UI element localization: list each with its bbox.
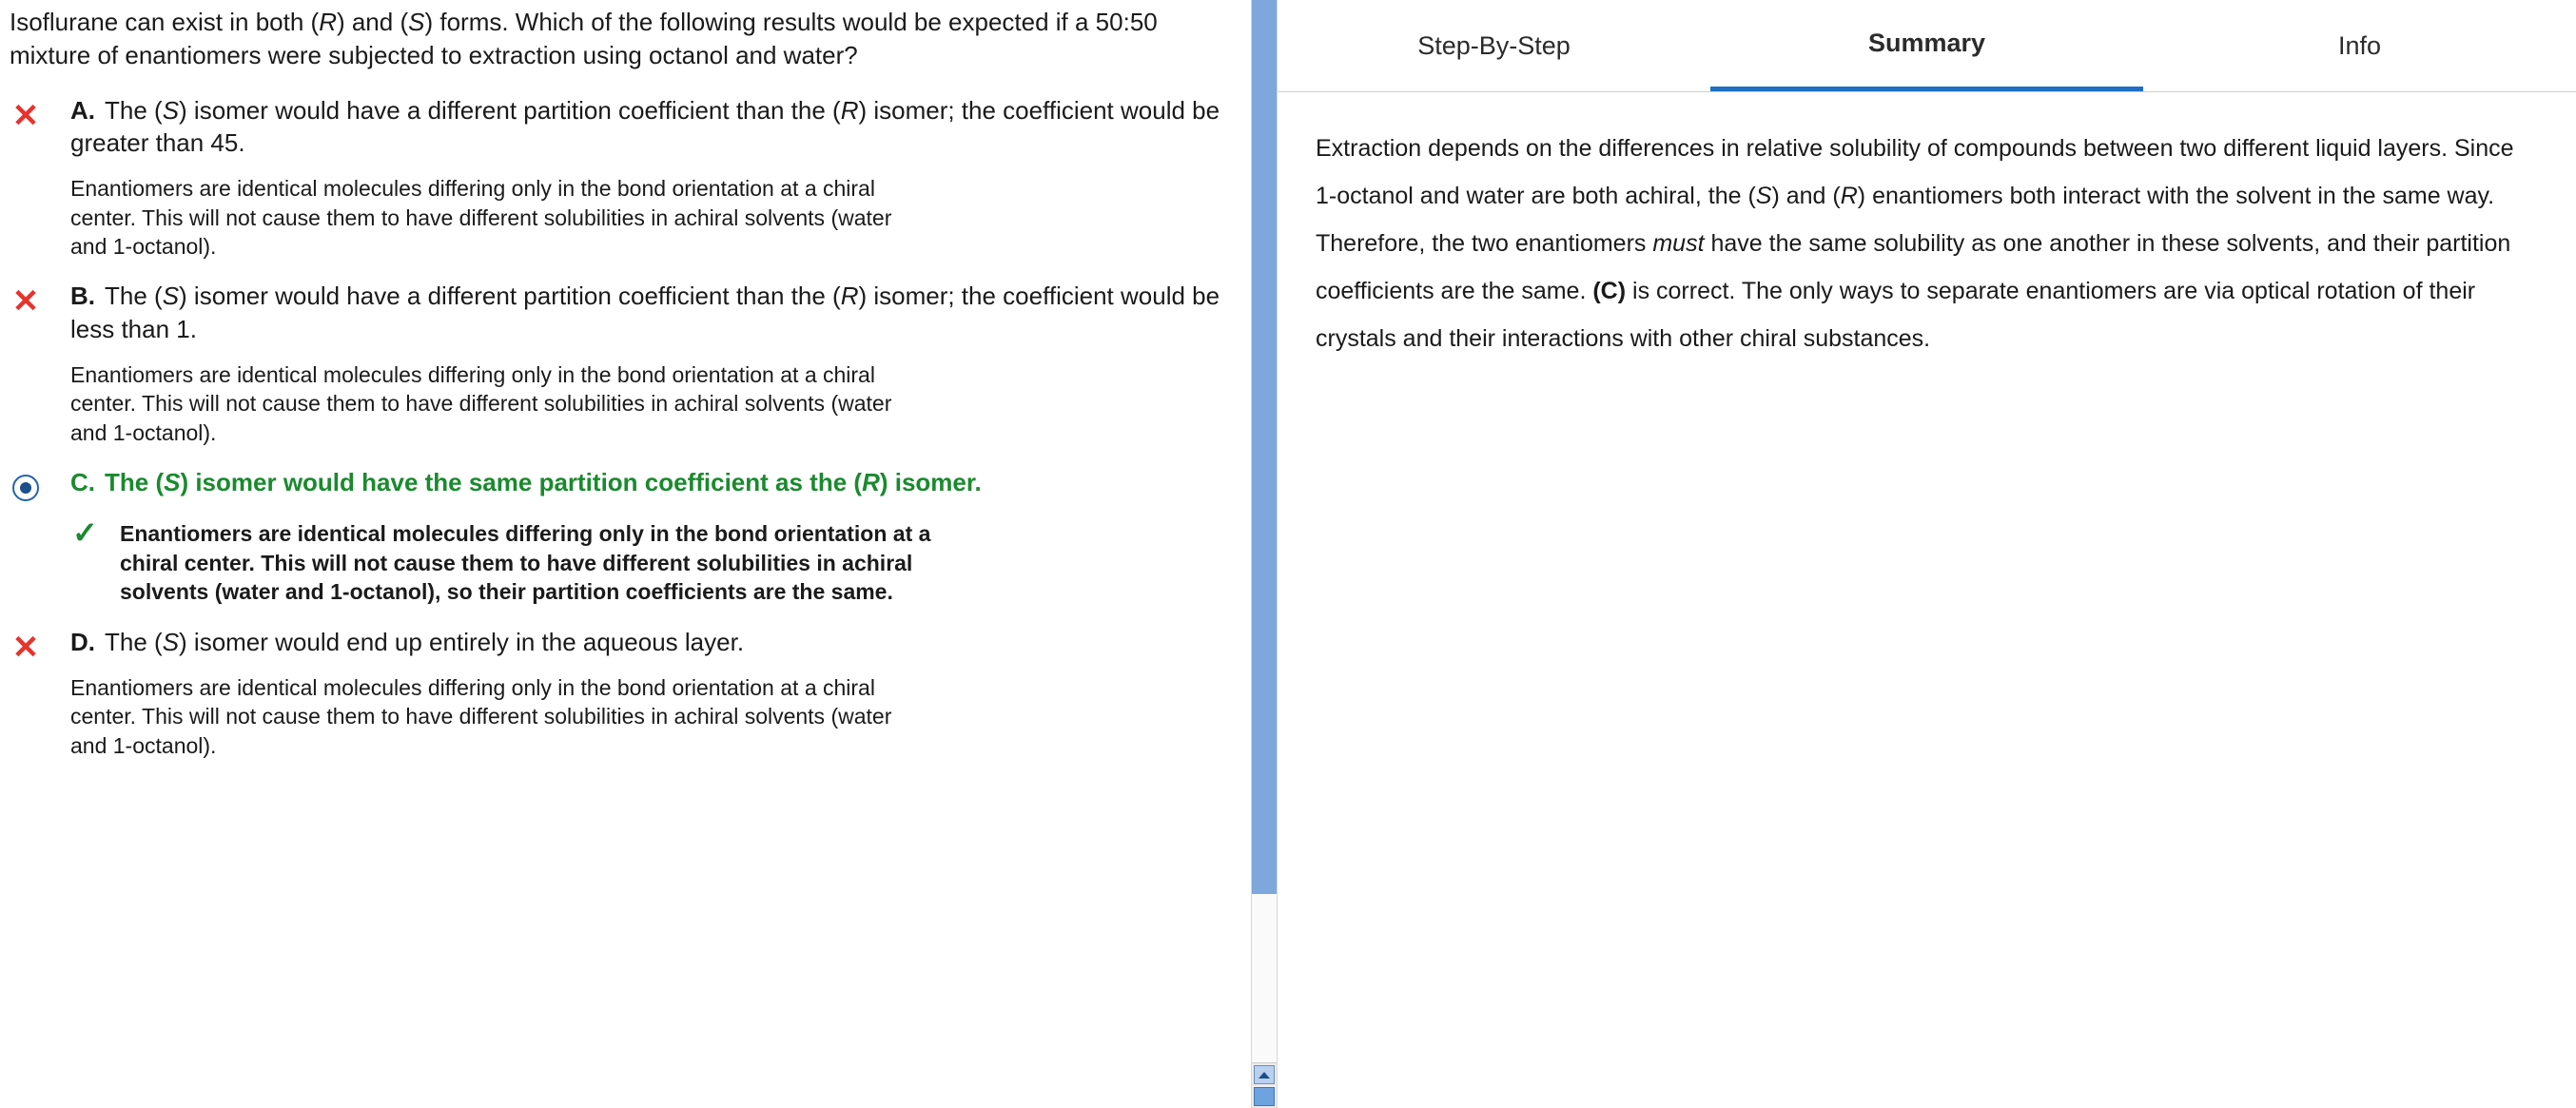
answer-choice-a-s: S [162, 95, 180, 125]
tab-step-by-step[interactable]: Step-By-Step [1417, 30, 1571, 60]
scroll-arrow-secondary[interactable] [1254, 1087, 1275, 1106]
answer-choice-a-rationale: Enantiomers are identical molecules differing only in the bond orientation at a chiral center. This will not cause them to have different solubilities in achiral solvents (water and 1-octanol). [70, 176, 892, 260]
answer-choice-a[interactable] [0, 94, 1251, 262]
answer-choice-b-rationale: Enantiomers are identical molecules differing only in the bond orientation at a chiral center. This will not cause them to have different solubilities in achiral solvents (water and 1-octanol). [70, 362, 892, 445]
summary-part-5: is correct. The only ways to separate enantiomers are via optical rotation of their crystals and their interactions with other chiral substances. [1316, 278, 2476, 352]
answer-choice-c-rationale [70, 515, 966, 606]
answer-choice-b-text-3: ) isomer; the coefficient would be less than 1. [70, 282, 1220, 343]
scrollbar-thumb[interactable] [1252, 0, 1277, 894]
answer-choice-b-text-2: ) isomer would have a different partition coefficient than the ( [179, 282, 841, 311]
summary-part-3: ) enantiomers both interact with the solvent in the same way. Therefore, the two enantiomers [1316, 183, 2495, 257]
answer-choice-b-s: S [162, 282, 180, 311]
answer-choice-d-text-2: ) isomer would end up entirely in the aqueous layer. [179, 627, 745, 656]
check-icon: ✓ [72, 515, 98, 551]
incorrect-x-icon: ✕ [11, 283, 40, 321]
question-pane [0, 0, 1251, 1108]
answer-choice-d-line [70, 626, 1226, 658]
summary-part-4: have the same solubility as one another in these solvents, and their partition coefficients are the same. [1316, 230, 2511, 304]
answer-choice-c-text-3: ) isomer. [879, 468, 982, 497]
answer-choice-a-letter: A. [70, 95, 95, 125]
summary-part-1: Extraction depends on the differences in relative solubility of compounds between two different liquid layers. Since 1-octanol and water are both achiral, the ( [1316, 135, 2514, 209]
tab-info[interactable]: Info [2337, 30, 2382, 60]
summary-text [1278, 92, 2576, 362]
question-stem-part-3: ) forms. Which of the following results would be expected if a 50:50 mixture of enantiomers were subjected to extraction using octanol and water? [10, 8, 1158, 70]
answer-choice-d-text-1: The ( [105, 627, 163, 656]
answer-choice-d-rationale: Enantiomers are identical molecules differing only in the bond orientation at a chiral center. This will not cause them to have different solubilities in achiral solvents (water and 1-octanol). [70, 674, 892, 758]
answer-choice-c-s: S [164, 468, 181, 497]
answer-choice-a-line [70, 94, 1226, 160]
answer-choice-b[interactable] [0, 280, 1251, 447]
scrollbar-track[interactable] [1252, 894, 1277, 1062]
answer-choice-a-text-2: ) isomer would have a different partition coefficient than the ( [179, 95, 841, 125]
summary-answer-label: (C) [1592, 278, 1627, 304]
triangle-down-icon[interactable] [1254, 1065, 1275, 1084]
answer-choice-b-text-1: The ( [105, 282, 163, 311]
explanation-tabs [1278, 0, 2576, 92]
answer-choice-c-r: R [862, 468, 880, 497]
summary-s: S [1755, 183, 1772, 209]
answer-choice-a-r: R [840, 95, 859, 125]
summary-must: must [1652, 230, 1705, 257]
answer-choice-a-text-3: ) isomer; the coefficient would be greater than 45. [70, 95, 1220, 158]
incorrect-x-icon: ✕ [11, 97, 40, 134]
answer-choice-c-line [70, 466, 1226, 498]
answer-choice-b-r: R [840, 282, 859, 311]
explanation-pane [1278, 0, 2576, 1108]
tab-summary[interactable]: Summary [1710, 0, 2143, 91]
summary-part-2: ) and ( [1771, 183, 1841, 209]
question-stem-part-1: Isoflurane can exist in both ( [10, 8, 320, 36]
answer-choice-c[interactable] [0, 466, 1251, 606]
answer-choice-b-letter: B. [70, 282, 95, 311]
scrollbar-down-arrow[interactable] [1252, 1062, 1277, 1108]
answer-choice-c-rationale-text: Enantiomers are identical molecules differing only in the bond orientation at a chiral center. This will not cause them to have different solubilities in achiral solvents (water and 1-octanol), so their partition coefficients are the same. [120, 521, 931, 605]
question-stem-part-2: ) and ( [336, 8, 409, 36]
summary-r: R [1840, 183, 1858, 209]
incorrect-x-icon: ✕ [11, 629, 40, 666]
answer-choice-list [0, 94, 1251, 760]
answer-choice-c-letter: C. [70, 468, 95, 497]
question-stem [0, 0, 1251, 73]
question-stem-s: S [408, 8, 425, 36]
answer-choice-c-text-1: The ( [105, 468, 165, 497]
answer-choice-d-s: S [162, 627, 180, 656]
answer-choice-a-text-1: The ( [105, 95, 163, 125]
answer-choice-c-text-2: ) isomer would have the same partition coefficient as the ( [180, 468, 863, 497]
answer-choice-b-line [70, 280, 1226, 345]
question-stem-r: R [319, 8, 337, 36]
answer-choice-d-letter: D. [70, 627, 95, 656]
vertical-scrollbar[interactable] [1251, 0, 1278, 1108]
radio-selected-icon[interactable] [10, 472, 42, 504]
answer-choice-d[interactable] [0, 626, 1251, 760]
